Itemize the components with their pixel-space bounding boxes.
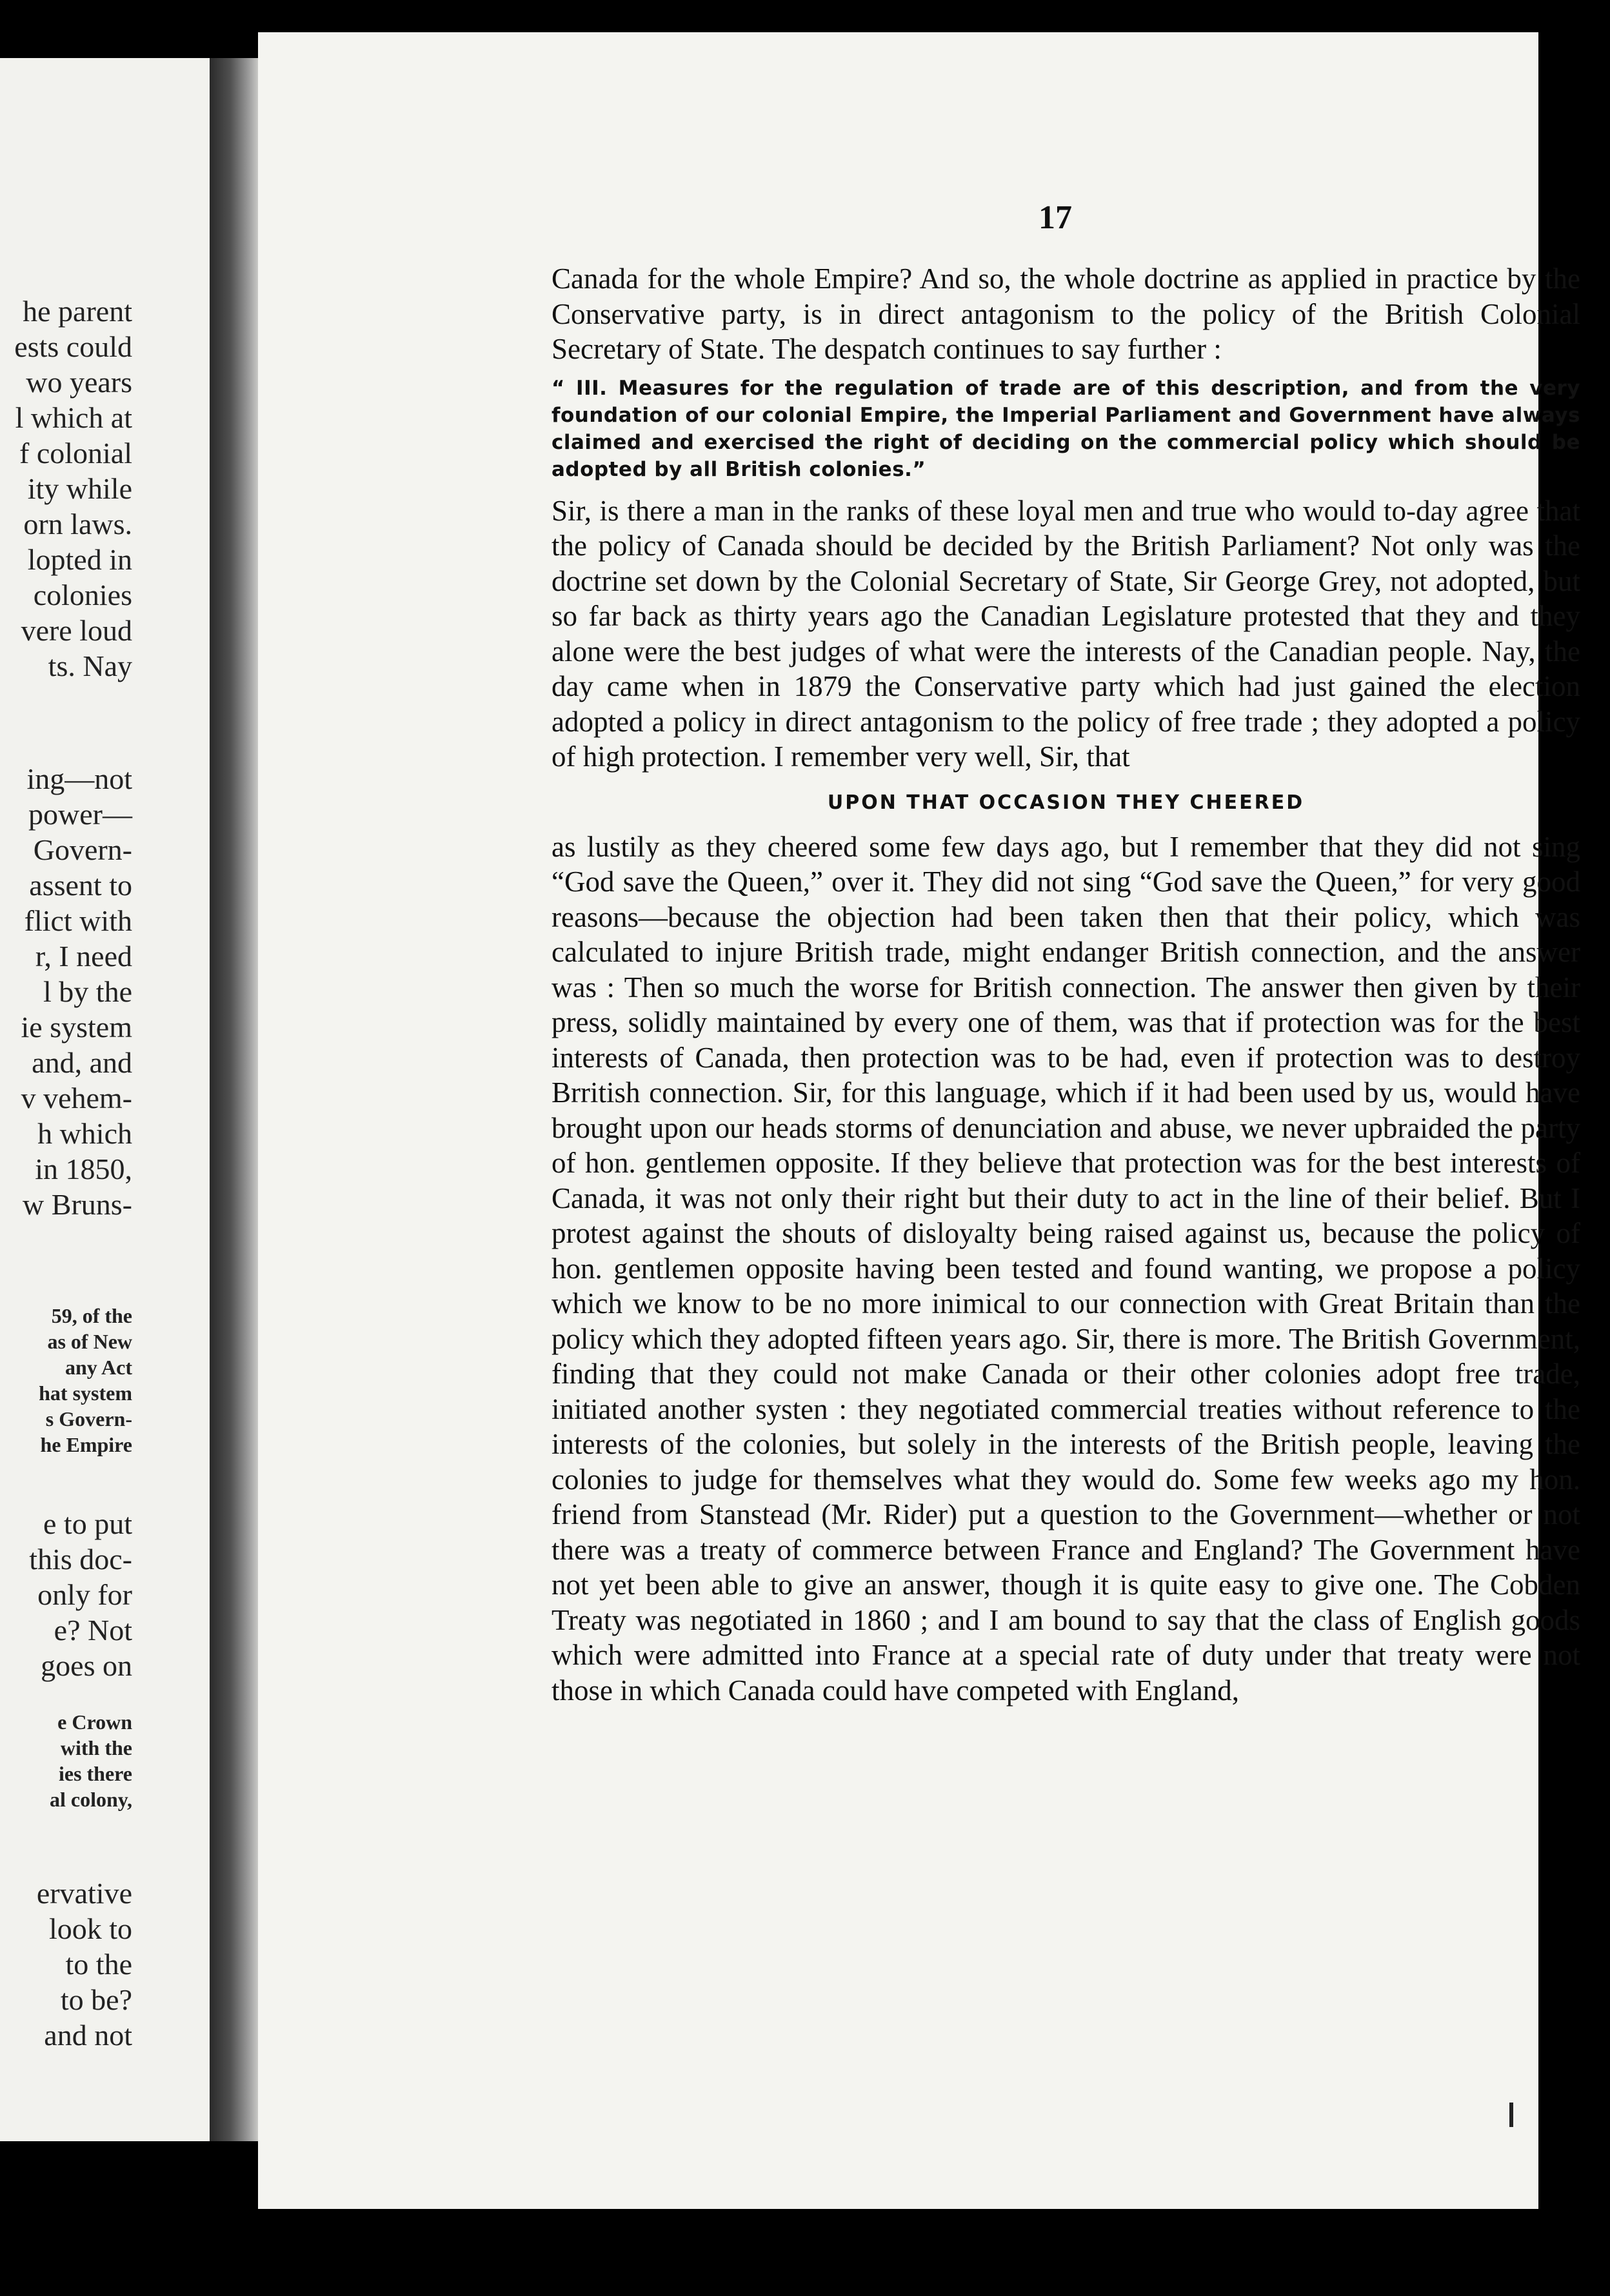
- left-page-line: lopted in: [27, 543, 132, 576]
- left-page-line: flict with: [24, 904, 132, 937]
- left-page-line: vere loud: [21, 614, 132, 647]
- left-page-fragment-4: [0, 1506, 132, 1683]
- left-page-line: ests could: [14, 330, 132, 363]
- left-page-line: with the: [60, 1736, 132, 1759]
- left-page-fragment-5: [0, 1709, 132, 1812]
- left-page-line: only for: [37, 1578, 132, 1611]
- left-page-line: to be?: [60, 1983, 132, 2016]
- left-page-fragment-6: [0, 1875, 132, 2053]
- left-page-line: ing—not: [26, 762, 132, 795]
- left-page-line: ervative: [36, 1877, 132, 1910]
- left-page-line: l which at: [15, 401, 132, 434]
- left-page-line: and not: [44, 2019, 132, 2052]
- left-page-line: al colony,: [49, 1788, 132, 1811]
- left-page-line: look to: [48, 1912, 132, 1945]
- left-page-line: ity while: [27, 472, 132, 505]
- left-page-line: w Bruns-: [23, 1188, 132, 1221]
- left-page-line: orn laws.: [23, 508, 132, 540]
- left-page-line: e to put: [43, 1507, 132, 1540]
- left-page-line: to the: [65, 1948, 132, 1981]
- paragraph-3: as lustily as they cheered some few days ago, but I remember that they did not sing “God save the Queen,” over it. They did not sing “God save the Queen,” for very good reasons—because the objection had been taken then that their policy, which was calculated to injure British trade, might endanger British connection, and the answer was : Then so much the worse for British connection. The answer then given by their press, solidly maintained by every one of them, was that if protection was for the best interests of Canada, then protection was to be had, even if protection was to destroy Brritish connection. Sir, for this language, which if it had been used by us, would have brought upon our heads storms of denunciation and abuse, we never upbraided the party of hon. gentlemen opposite. If they believe that protection was for the best interests of Canada, it was not only their right but their duty to act in the line of their belief. But I protest against the shouts of disloyalty being raised against us, because the policy of hon. gentlemen opposite having been tested and found wanting, we propose a policy which we know to be no more inimical to our connection with Great Britain than the policy which they adopted fifteen years ago. Sir, there is more. The British Government, finding that they could not make Canada or their other colonies adopt free trade, initiated another systen : they negotiated commercial treaties without reference to the interests of the colonies, but solely in the interests of the British people, leaving the colonies to judge for themselves what they would do. Some few weeks ago my hon. friend from Stanstead (Mr. Rider) put a question to the Government—whether or not there was a treaty of commerce between France and England? The Government have not yet been able to give an answer, though it is quite easy to give one. The Cobden Treaty was negotiated in 1860 ; and I am bound to say that the class of English goods which were admitted into France at a special rate of duty under that treaty were not those in which Canada could have competed with England,: [552, 830, 1580, 1707]
- left-page-line: he Empire: [40, 1433, 132, 1456]
- page-body: [552, 261, 1580, 1708]
- left-page-line: s Govern-: [45, 1407, 132, 1430]
- left-page-line: v vehem-: [21, 1082, 132, 1114]
- left-page-line: and, and: [32, 1046, 132, 1079]
- left-page-line: h which: [37, 1117, 132, 1150]
- left-page-line: e Crown: [57, 1710, 132, 1734]
- left-page-line: in 1850,: [35, 1153, 132, 1185]
- left-page-line: ies there: [58, 1762, 132, 1785]
- left-page-fragment-2: [0, 761, 132, 1222]
- right-page: [258, 32, 1580, 2209]
- left-page-line: e? Not: [54, 1614, 132, 1647]
- left-page-line: Govern-: [33, 833, 132, 866]
- left-page-line: l by the: [43, 975, 132, 1008]
- left-page-line: r, I need: [35, 940, 132, 973]
- left-facing-page: [0, 58, 210, 2141]
- left-page-line: as of New: [47, 1330, 132, 1353]
- section-subheading: UPON THAT OCCASION THEY CHEERED: [827, 791, 1305, 814]
- left-page-line: ie system: [21, 1011, 132, 1044]
- paragraph-1: Canada for the whole Empire? And so, the whole doctrine as applied in practice by the Conservative party, is in direct antagonism to the policy of the British Colonial Secretary of State. The despatch continues to say further :: [552, 262, 1580, 365]
- left-page-line: goes on: [41, 1649, 132, 1682]
- left-page-fragment-3: [0, 1303, 132, 1458]
- left-page-line: assent to: [29, 869, 132, 902]
- left-page-fragment-1: [0, 293, 132, 684]
- left-page-line: any Act: [65, 1356, 132, 1379]
- left-page-line: this doc-: [29, 1543, 132, 1576]
- page-number: 17: [1039, 199, 1072, 236]
- left-page-line: f colonial: [19, 437, 132, 470]
- book-gutter: [210, 58, 261, 2141]
- left-page-line: hat system: [39, 1381, 132, 1405]
- left-page-line: 59, of the: [51, 1304, 132, 1327]
- left-page-line: colonies: [33, 579, 132, 611]
- printer-mark: [1509, 2103, 1513, 2127]
- paragraph-2: Sir, is there a man in the ranks of these loyal men and true who would to-day agree that the policy of Canada should be decided by the British Parliament? Not only was the doctrine set down by the Colonial Secretary of State, Sir George Grey, not adopted, but so far back as thirty years ago the Canadian Legislature protested that they and they alone were the best judges of what were the interests of the Canadian people. Nay, the day came when in 1879 the Conservative party which had just gained the election adopted a policy in direct antagonism to the policy of free trade ; they adopted a policy of high protection. I remember very well, Sir, that: [552, 494, 1580, 773]
- left-page-line: wo years: [26, 366, 132, 399]
- left-page-line: he parent: [23, 295, 132, 328]
- left-page-line: power—: [28, 798, 132, 831]
- left-page-line: ts. Nay: [48, 649, 132, 682]
- despatch-quote: “ III. Measures for the regulation of trade are of this description, and from the very foundation of our colonial Empire, the Imperial Parliament and Government have always claimed and exercised the right of deciding on the commercial policy which should be adopted by all British colonies.”: [552, 376, 1580, 481]
